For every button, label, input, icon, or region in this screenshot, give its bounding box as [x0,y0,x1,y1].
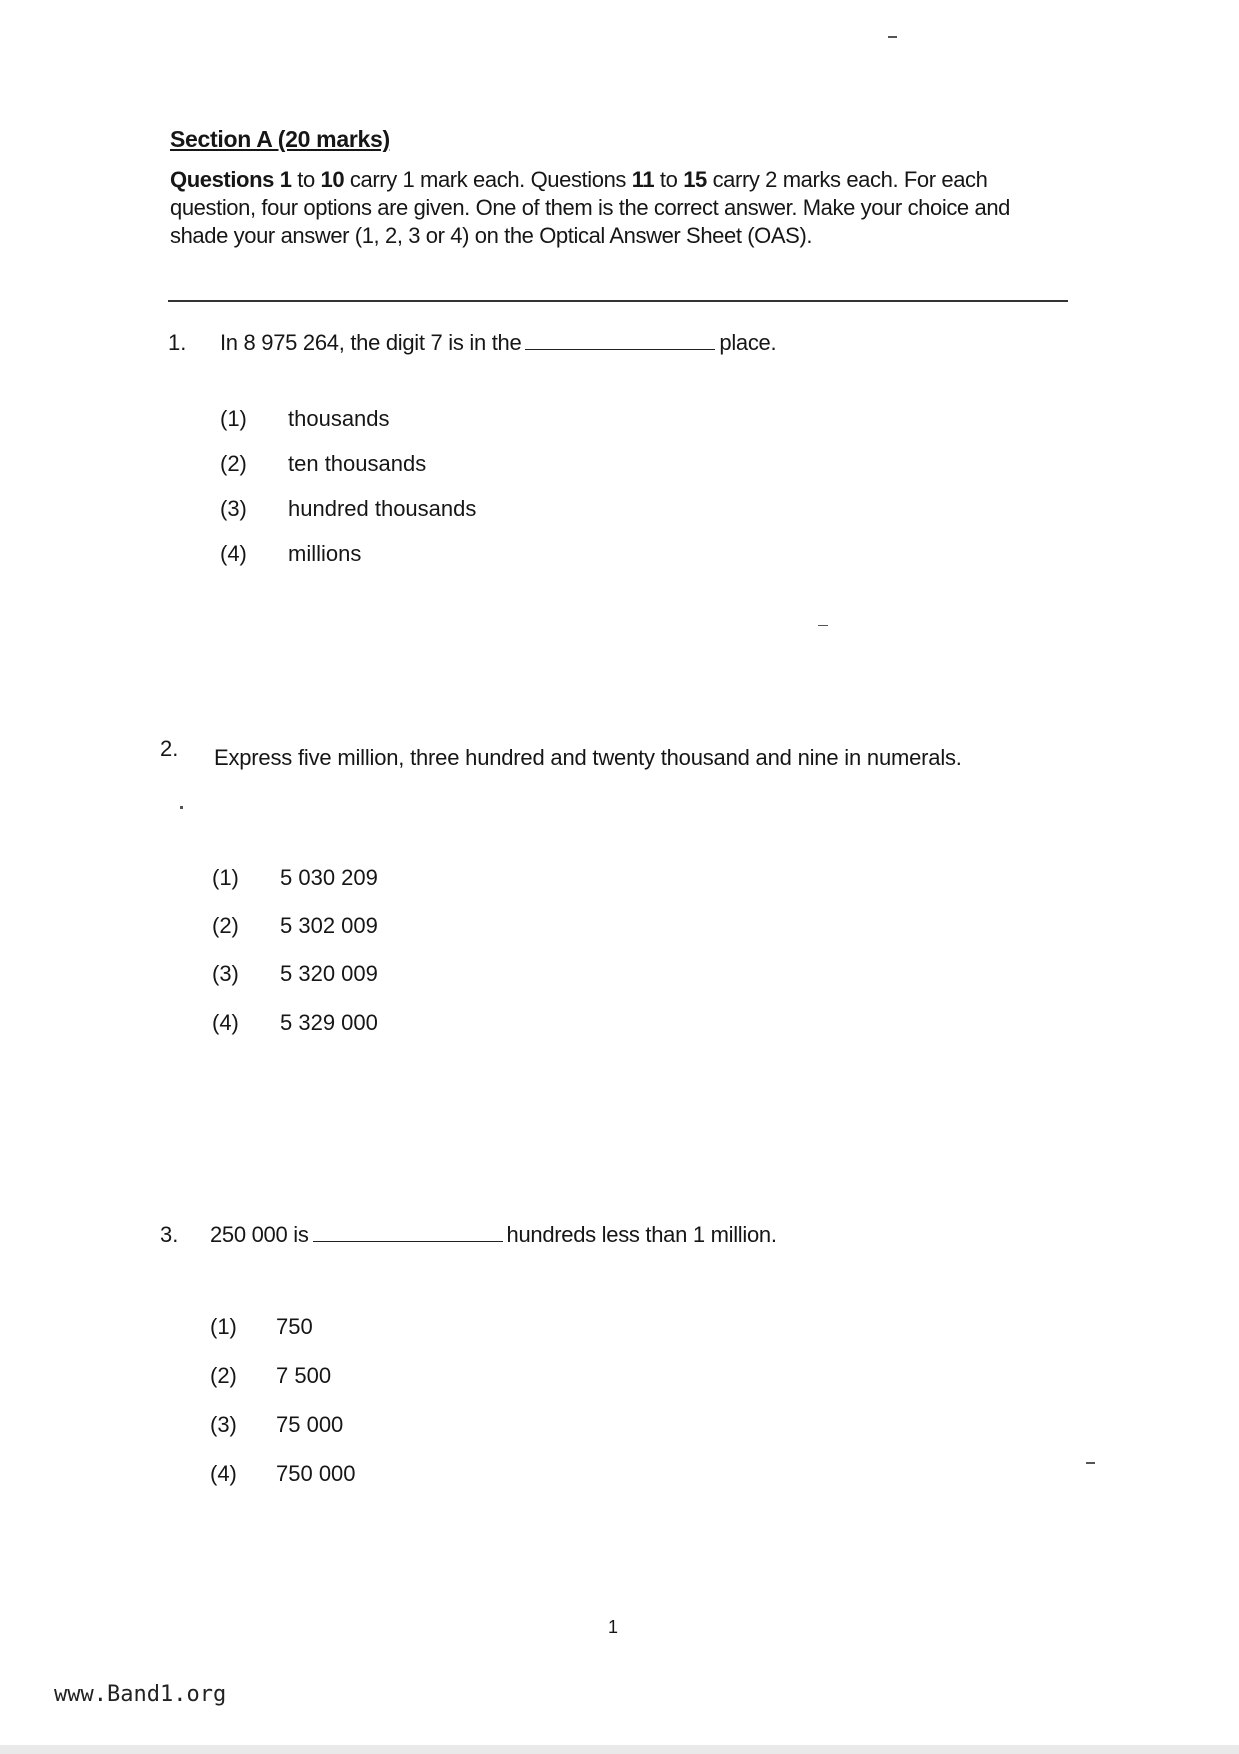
option-label: (3) [212,961,239,986]
option-label: (1) [212,865,239,890]
question-3-blank [313,1223,503,1242]
option-label: (2) [210,1363,237,1388]
section-instructions [170,166,1010,250]
option-text: ten thousands [288,451,427,476]
question-1-text [220,330,776,356]
scan-speck [180,806,183,809]
instr-part-9: carry 2 marks each. For each question, four options are given. One of them is the correct answer. Make your choice and shade your answer (1, 2, 3 or 4) on the Optical Answer Sheet (OAS). [170,167,1010,248]
option-text: 75 000 [276,1412,344,1437]
option-label: (4) [212,1010,239,1035]
option-text: 5 030 209 [280,865,378,890]
instr-part-3: to [291,167,321,192]
option-label: (4) [220,541,247,566]
option-text: hundred thousands [288,496,477,521]
instr-part-8: 15 [683,167,707,192]
option-text: 750 000 [276,1461,356,1486]
option-label: (2) [212,913,239,938]
option-label: (3) [220,496,247,521]
option-text: 5 302 009 [280,913,378,938]
instr-part-2: 1 [279,167,292,192]
option-label: (1) [220,406,247,431]
instr-part-7: to [654,167,684,192]
section-title: Section A (20 marks) [170,126,390,152]
option-text: millions [288,541,362,566]
question-3-text-before: 250 000 is [210,1222,309,1247]
section-divider [168,300,1068,302]
option-text: thousands [288,406,390,431]
scan-speck [1086,1462,1095,1464]
instr-part-6: 11 [631,167,655,192]
scan-speck [888,36,897,38]
question-1-text-after: place. [719,330,777,355]
footer-url: www.Band1.org [54,1682,227,1707]
option-label: (1) [210,1314,237,1339]
scan-bottom-edge [0,1745,1239,1754]
question-3-text [210,1222,777,1248]
question-2-text: Express five million, three hundred and twenty thousand and nine in numerals. [214,745,962,770]
option-text: 5 329 000 [280,1010,378,1035]
option-label: (2) [220,451,247,476]
option-text: 750 [276,1314,313,1339]
question-2-number: 2. [160,736,179,761]
question-1-number: 1. [168,330,187,355]
instr-part-4: 10 [320,167,345,192]
question-3-number: 3. [160,1222,179,1247]
option-text: 5 320 009 [280,961,378,986]
question-1-text-before: In 8 975 264, the digit 7 is in the [220,330,522,355]
instr-part-1: Questions [170,167,280,192]
question-3-text-after: hundreds less than 1 million. [506,1222,777,1247]
scan-speck [818,625,828,626]
instr-part-5: carry 1 mark each. Questions [344,167,632,192]
option-text: 7 500 [276,1363,332,1388]
page-number: 1 [608,1617,619,1637]
option-label: (3) [210,1412,237,1437]
question-1-blank [525,331,715,350]
option-label: (4) [210,1461,237,1486]
